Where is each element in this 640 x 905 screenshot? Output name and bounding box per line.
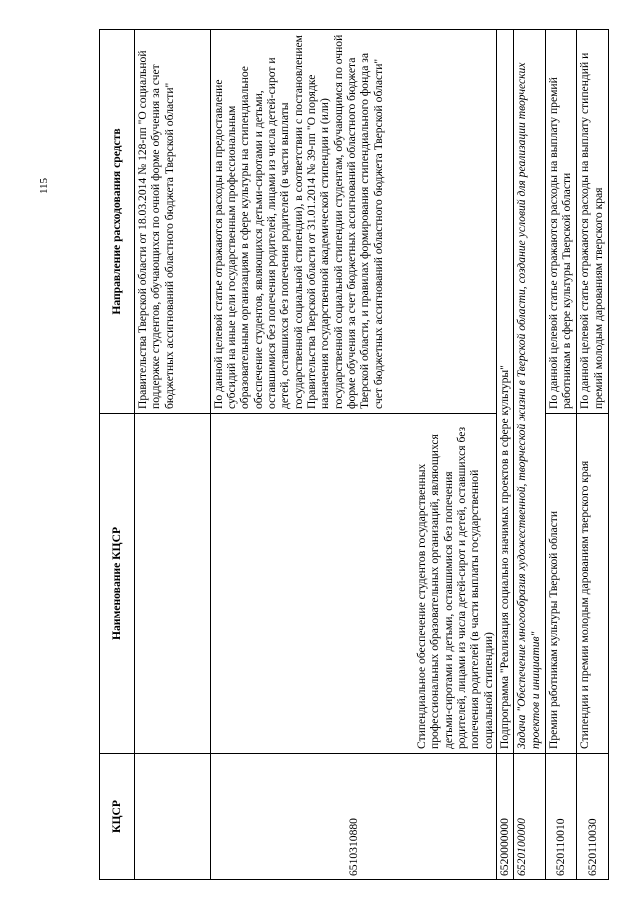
row-name — [135, 414, 211, 754]
row-direction: По данной целевой статье отражаются расходы на выплату премий работникам в сфере культуры Тверской области — [545, 30, 577, 414]
table-row — [514, 30, 546, 880]
table-row — [135, 30, 211, 880]
row-name: Премии работникам культуры Тверской области — [545, 414, 577, 754]
row-code: 6510310880 — [210, 754, 496, 880]
task-title: Задача "Обеспечение многообразия художественной, творческой жизни в Тверской области, создание условий для реализации творческих проектов и инициатив" — [514, 30, 546, 754]
row-code: 6520110030 — [577, 754, 609, 880]
row-direction: По данной целевой статье отражаются расходы на выплату стипендий и премий молодым дарованиям тверского края — [577, 30, 609, 414]
row-name: Стипендиальное обеспечение студентов государственных профессиональных образовательных организаций, являющихся детьми-сиротами и детьми, оставшимися без попечения родителей, лицами из числа детей-сирот и детей, оставшихся без попечения родителей (в части выплаты государственной социальной стипендии) — [210, 414, 496, 754]
header-code: КЦСР — [100, 754, 135, 880]
table-row — [210, 30, 496, 880]
table-row — [577, 30, 609, 880]
kcsr-table — [99, 29, 609, 880]
row-name: Стипендии и премии молодым дарованиям тверского края — [577, 414, 609, 754]
header-name: Наименование КЦСР — [100, 414, 135, 754]
rotated-page-content — [99, 30, 609, 880]
header-direction: Направление расходования средств — [100, 30, 135, 414]
table-row — [545, 30, 577, 880]
row-direction: Правительства Тверской области от 18.03.2014 № 128-пп "О социальной поддержке студентов, обучающихся по очной форме обучения за счет бюджетных ассигнований областного бюджета Тверской области" — [135, 30, 211, 414]
table-row — [497, 30, 514, 880]
page-number: 115 — [38, 177, 51, 195]
subprogram-title: Подпрограмма "Реализация социально значимых проектов в сфере культуры" — [497, 30, 514, 754]
row-code — [135, 754, 211, 880]
table-header-row — [100, 30, 135, 880]
row-code: 6520000000 — [497, 754, 514, 880]
row-code: 6520100000 — [514, 754, 546, 880]
row-direction: По данной целевой статье отражаются расходы на предоставление субсидий на иные цели государственным профессиональным образовательным организациям в сфере культуры на стипендиальное обеспечение студентов, являющихся детьми-сиротами и детьми, оставшимися без попечения родителей, лицами из числа детей-сирот и детей, оставшихся без попечения родителей (в части выплаты государственной социальной стипендии), в соответствии с постановлением Правительства Тверской области от 31.01.2014 № 39-пп "О порядке назначения государственной академической стипендии и (или) государственной социальной стипендии студентам, обучающимся по очной форме обучения за счет бюджетных ассигнований областного бюджета Тверской области, и правилах формирования стипендиального фонда за счет бюджетных ассигнований областного бюджета Тверской области" — [210, 30, 496, 414]
row-code: 6520110010 — [545, 754, 577, 880]
